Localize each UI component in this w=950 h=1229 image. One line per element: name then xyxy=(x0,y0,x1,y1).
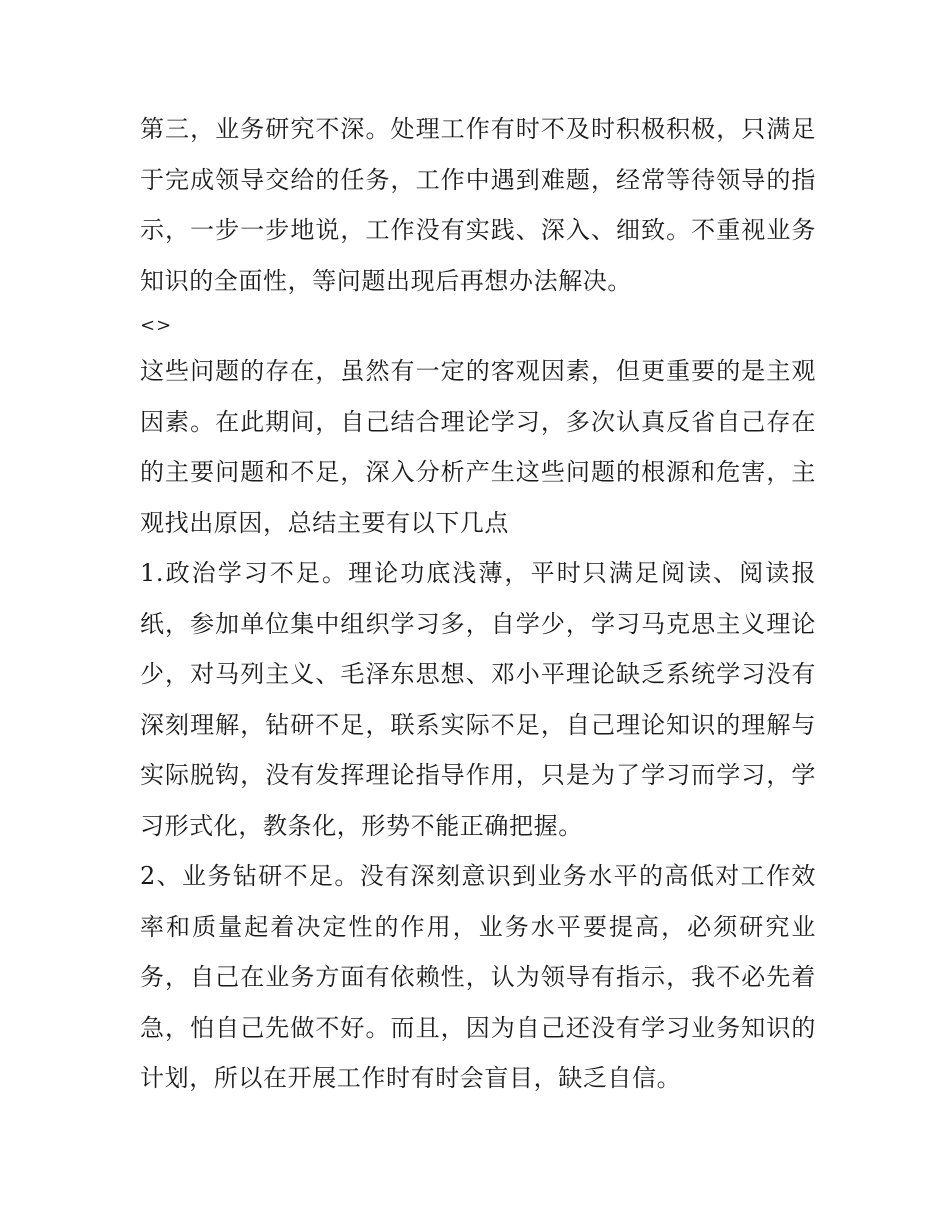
paragraph-business-study: 2、业务钻研不足。没有深刻意识到业务水平的高低对工作效率和质量起着决定性的作用，业务水平要提高，必须研究业务，自己在业务方面有依赖性，认为领导有指示，我不必先着急，怕自己先做不好。而且，因为自己还没有学习业务知识的计划，所以在开展工作时有时会盲目，缺乏自信。 xyxy=(140,862,816,1092)
document-body xyxy=(140,104,816,1104)
placeholder-marker: <> xyxy=(140,315,173,336)
paragraph-causes-intro: 这些问题的存在，虽然有一定的客观因素，但更重要的是主观因素。在此期间，自己结合理论学习，多次认真反省自己存在的主要问题和不足，深入分析产生这些问题的根源和危害，主观找出原因，总结主要有以下几点 xyxy=(140,357,816,537)
paragraph-political-study: 1.政治学习不足。理论功底浅薄，平时只满足阅读、阅读报纸，参加单位集中组织学习多，自学少，学习马克思主义理论少，对马列主义、毛泽东思想、邓小平理论缺乏系统学习没有深刻理解，钻研不足，联系实际不足，自己理论知识的理解与实际脱钩，没有发挥理论指导作用，只是为了学习而学习，学习形式化，教条化，形势不能正确把握。 xyxy=(140,559,816,840)
paragraph-business-research: 第三，业务研究不深。处理工作有时不及时积极积极，只满足于完成领导交给的任务，工作中遇到难题，经常等待领导的指示，一步一步地说，工作没有实践、深入、细致。不重视业务知识的全面性，等问题出现后再想办法解决。 xyxy=(140,115,816,295)
